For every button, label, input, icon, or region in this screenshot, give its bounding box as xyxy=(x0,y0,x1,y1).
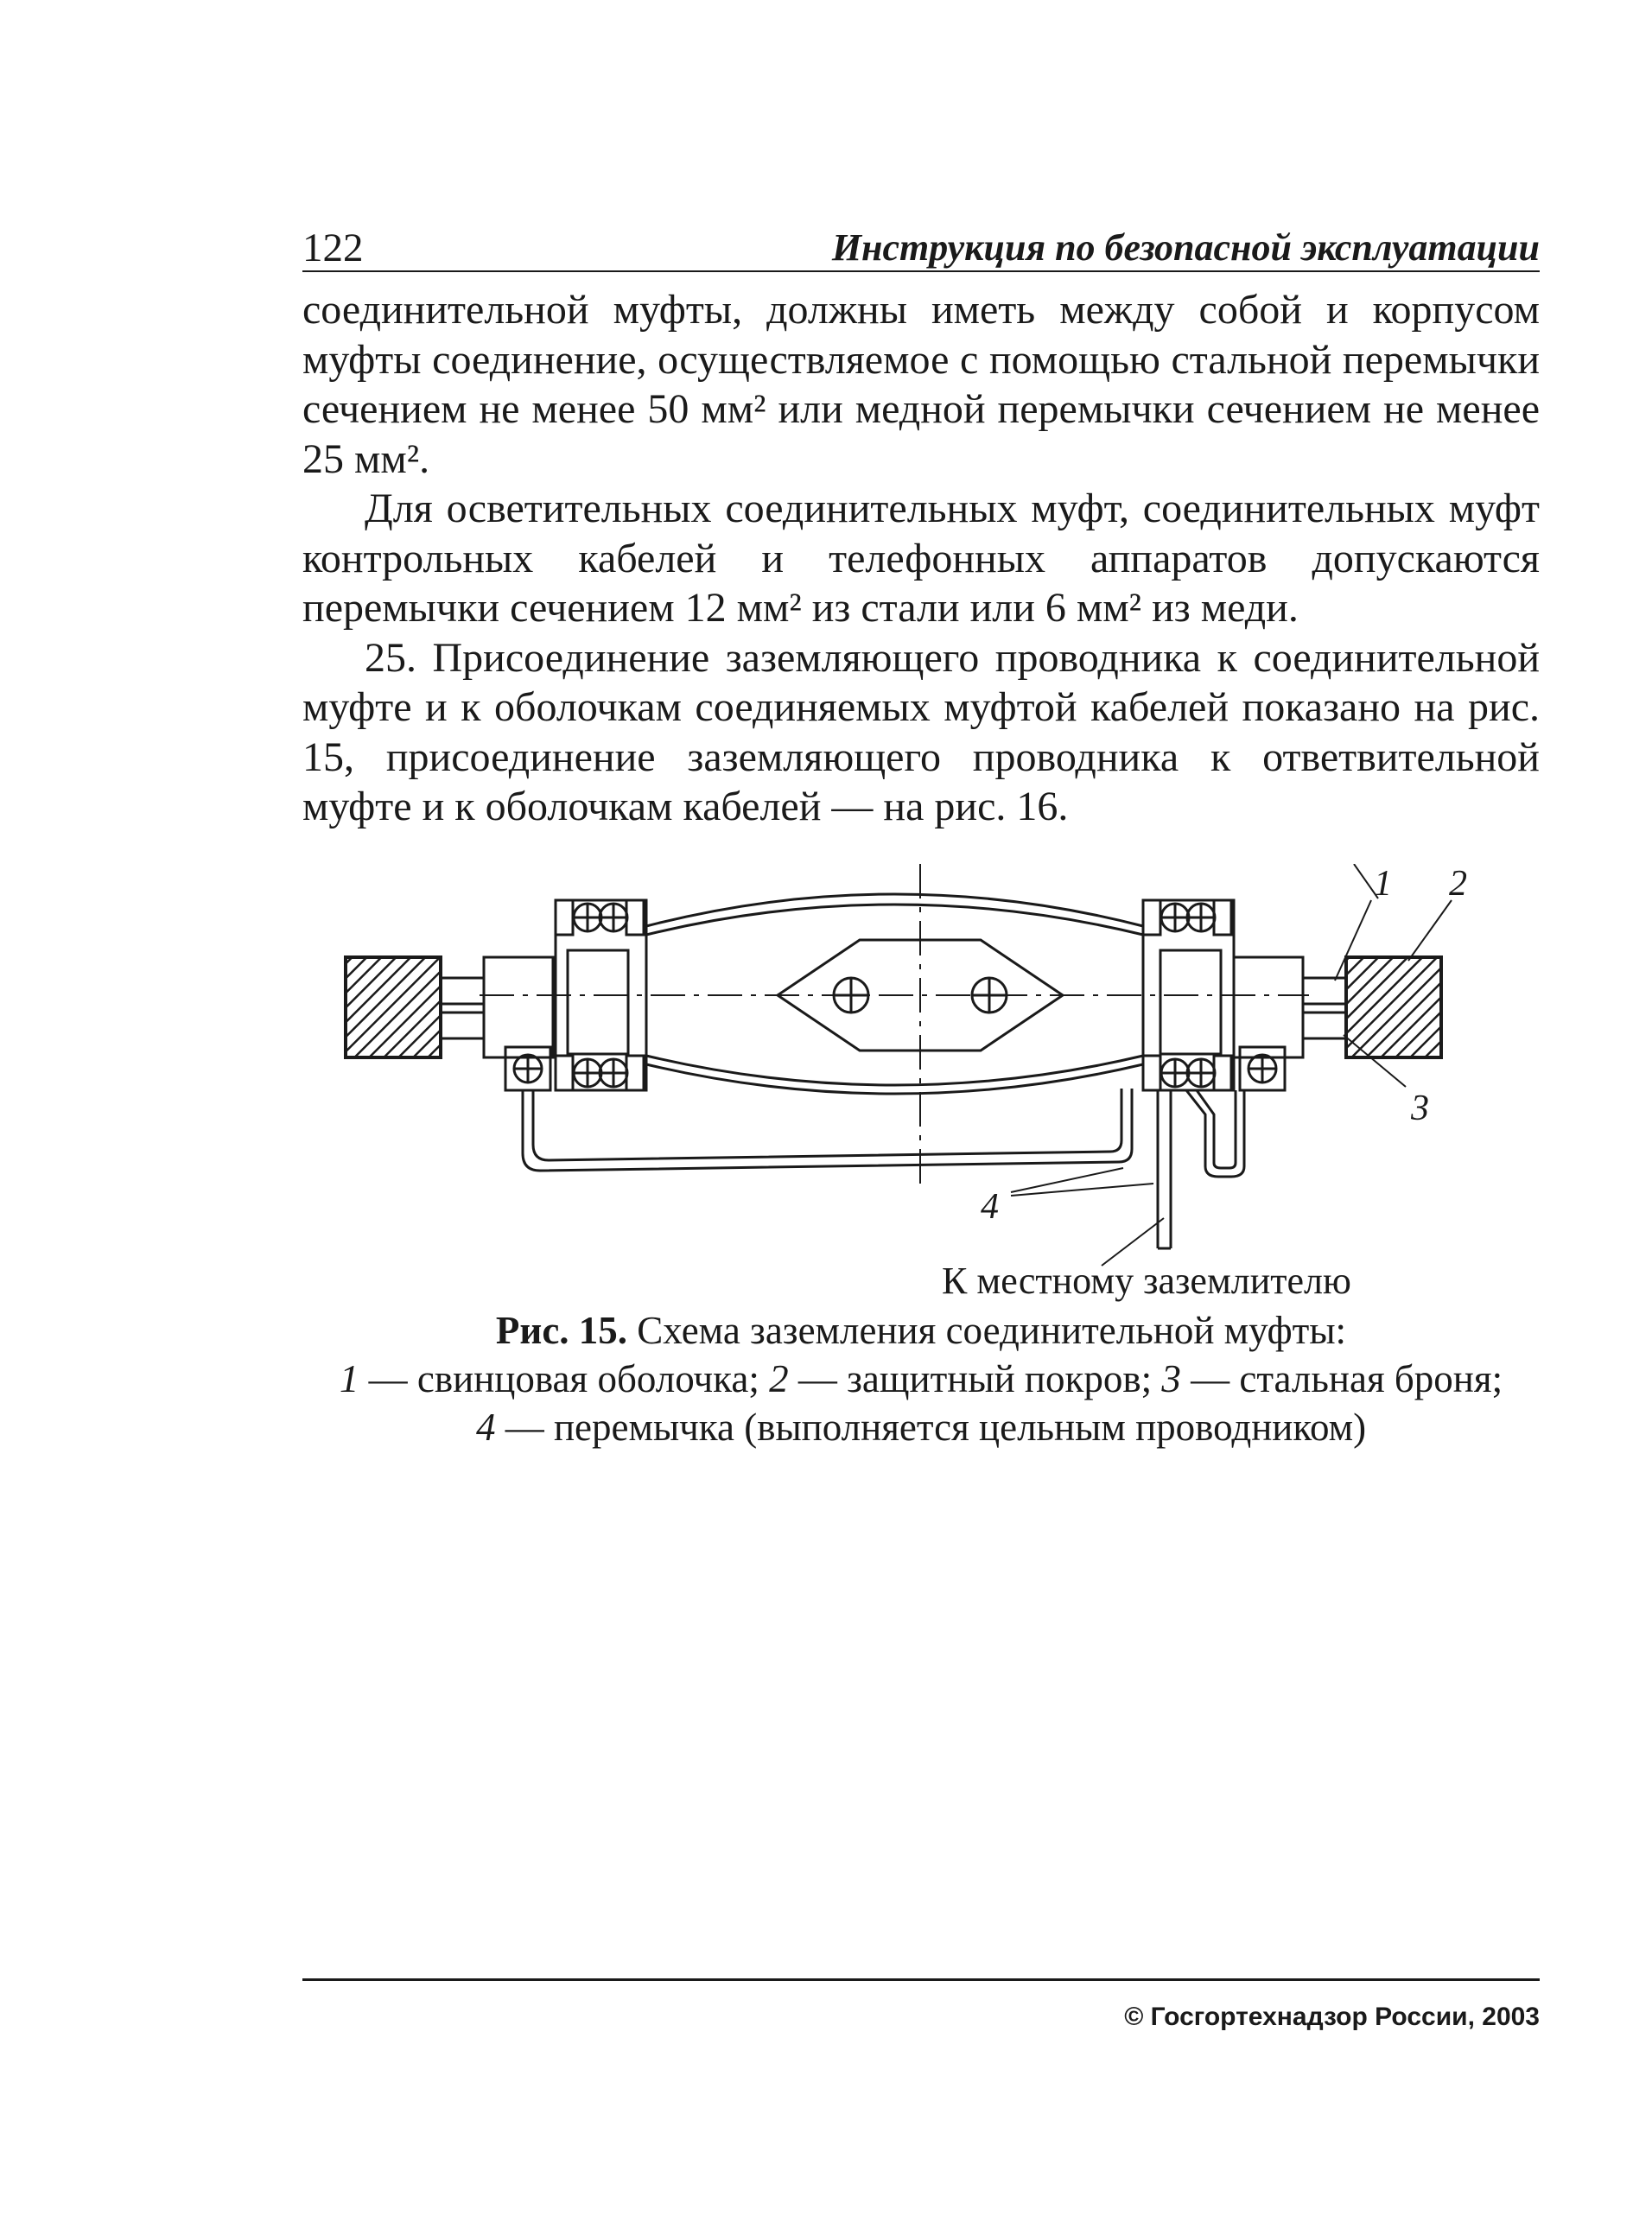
right-cable-sheath xyxy=(1346,957,1441,1057)
paragraph-2: Для осветительных соединительных муфт, соединительных муфт контрольных кабелей и телефонных аппаратов допускаются перемычки сечением 12 мм² из стали или 6 мм² из меди. xyxy=(302,486,1540,631)
paragraph-3: 25. Присоединение заземляющего проводника к соединительной муфте и к оболочкам соединяемых муфтой кабелей показано на рис. 15, присоединение заземляющего проводника к ответвительной муфте и к оболочкам кабелей — на рис. 16. xyxy=(302,634,1540,829)
paragraph-1: соединительной муфты, должны иметь между собой и корпусом муфты соединение, осуществляемое с помощью стальной перемычки сечением не менее 50 мм² или медной перемычки сечением не менее 25 мм². xyxy=(302,287,1540,482)
header-rule xyxy=(302,270,1540,272)
coupling-body xyxy=(646,894,1143,926)
page-number: 122 xyxy=(302,225,364,270)
coupling-grounding-diagram xyxy=(341,864,1499,1313)
caption-title-line xyxy=(302,1306,1540,1355)
caption-legend-line-2: 4 — перемычка (выполняется цельным проводником) xyxy=(475,1406,1367,1449)
label-1: 1 xyxy=(1374,864,1392,904)
figure-caption xyxy=(302,1306,1540,1451)
right-clamp-body xyxy=(1234,957,1303,1057)
label-2: 2 xyxy=(1449,864,1467,904)
ground-label: К местному заземлителю xyxy=(942,1260,1351,1302)
caption-fig-ref: Рис. 15. xyxy=(495,1309,628,1352)
label-3: 3 xyxy=(1411,1089,1429,1128)
caption-legend-line-1: 1 — свинцовая оболочка; 2 — защитный покров; 3 — стальная броня; xyxy=(339,1357,1503,1400)
left-clamp-body xyxy=(484,957,553,1057)
page-header xyxy=(302,226,1540,270)
footer-copyright: © Госгортехнадзор России, 2003 xyxy=(1124,2003,1540,2031)
footer-rule xyxy=(302,1978,1540,1981)
left-cable-sheath xyxy=(346,957,441,1057)
label-4: 4 xyxy=(981,1187,999,1227)
right-armor-clamp xyxy=(1303,978,1346,1004)
running-title: Инструкция по безопасной эксплуатации xyxy=(831,226,1540,269)
caption-title: Схема заземления соединительной муфты: xyxy=(627,1309,1347,1352)
body-text xyxy=(302,285,1540,832)
left-armor-clamp xyxy=(441,978,484,1004)
